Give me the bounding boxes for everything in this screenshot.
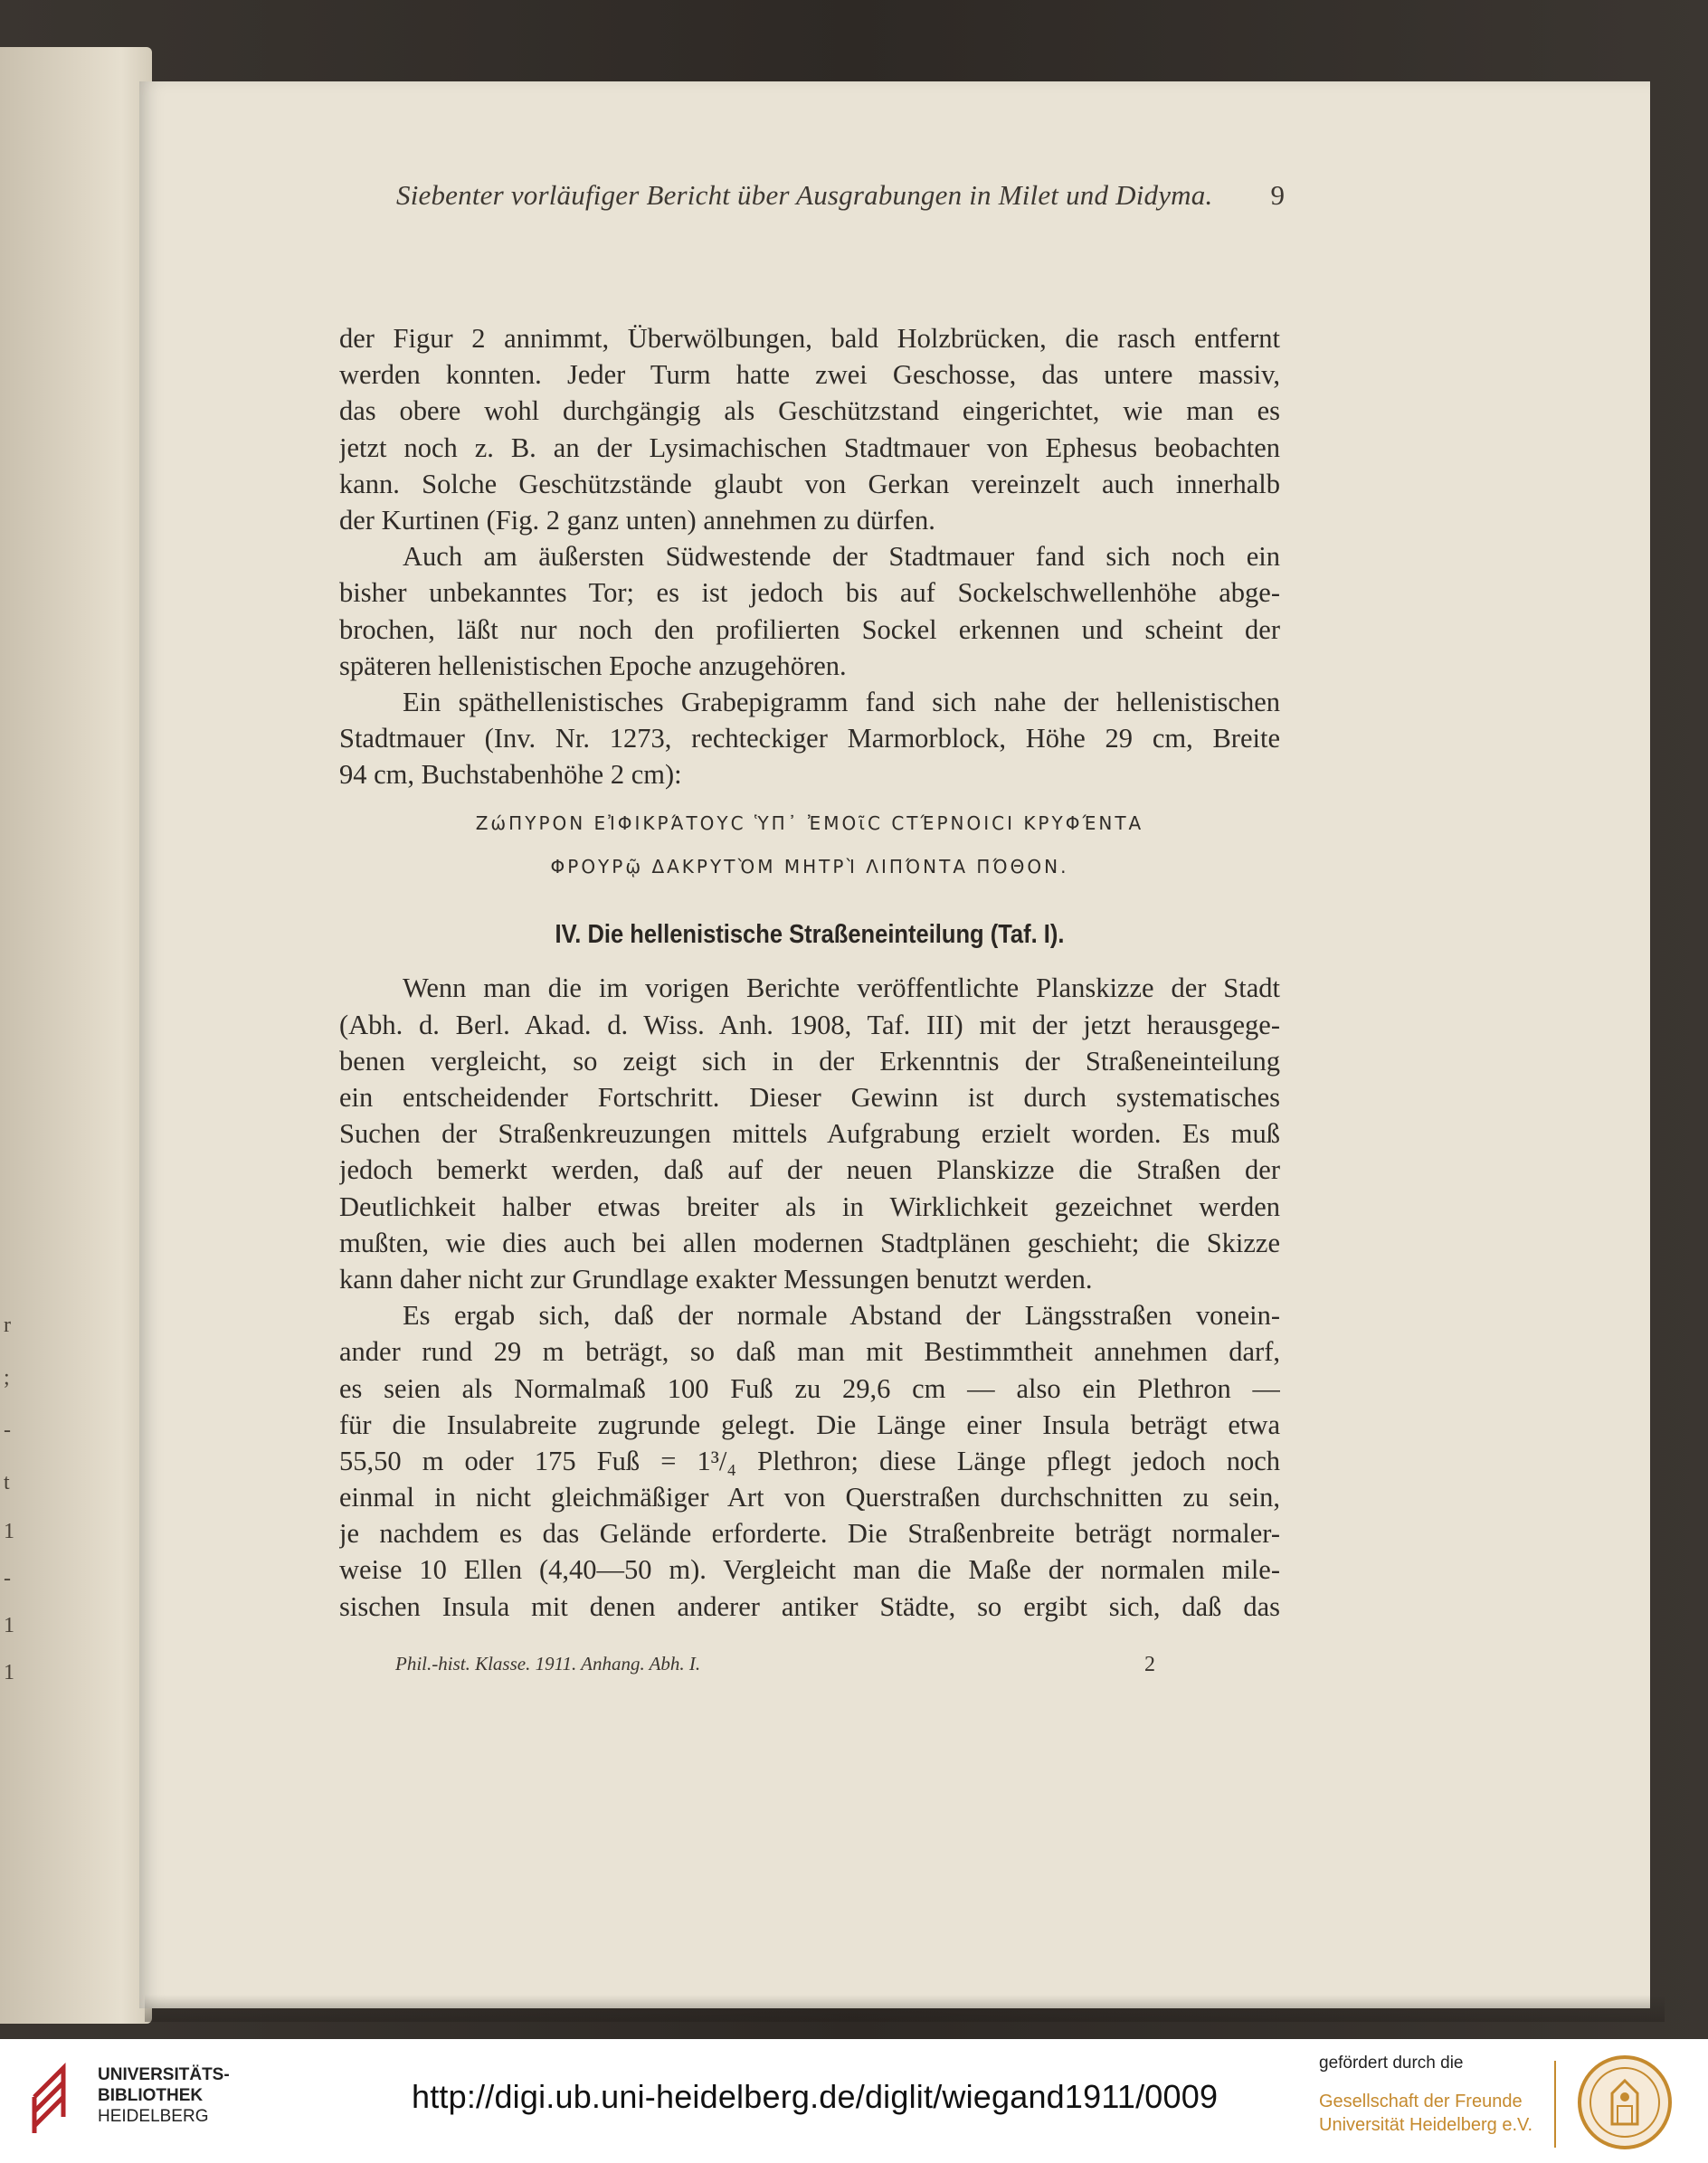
library-name: [98, 2064, 230, 2127]
text-line: jedoch bemerkt werden, daß auf der neuen Planskizze die Straßen der: [339, 1154, 1280, 1186]
text-line: der Figur 2 annimmt, Überwölbungen, bald Holzbrücken, die rasch entfernt: [339, 323, 1280, 354]
body-text: [339, 320, 1280, 1625]
running-header: [380, 179, 1285, 224]
text-line: weise 10 Ellen (4,40—50 m). Vergleicht man die Maße der normalen mile-: [339, 1554, 1280, 1586]
facing-page-mark: 1: [4, 1520, 14, 1543]
text-line: Deutlichkeit halber etwas breiter als in Wirklichkeit gezeichnet werden: [339, 1191, 1280, 1222]
text-line: ein entscheidender Fortschritt. Dieser Gewinn ist durch systematisches: [339, 1082, 1280, 1113]
permalink-url[interactable]: http://digi.ub.uni-heidelberg.de/diglit/wiegand1911/0009: [412, 2078, 1219, 2115]
running-header-title: Siebenter vorläufiger Bericht über Ausgrabungen in Milet und Didyma.: [396, 179, 1213, 211]
inscription-line: ΖώΠΥΡΟΝ ΕἸΦΙΚΡΆΤΟΥϹ ὙΠ᾿ ἘΜΟῖϹ ϹΤΈΡΝΟΙϹΙ ΚΡΥΦΈΝΤΑ: [475, 812, 1144, 835]
text-line: 94 cm, Buchstabenhöhe 2 cm):: [339, 759, 682, 791]
library-name-line: HEIDELBERG: [98, 2107, 209, 2126]
text-line: sischen Insula mit denen anderer antiker Städte, so ergibt sich, daß das: [339, 1590, 1280, 1622]
text-line: brochen, läßt nur noch den profilierten Sockel erkennen und scheint der: [339, 613, 1280, 645]
text-line: der Kurtinen (Fig. 2 ganz unten) annehmen zu dürfen.: [339, 504, 935, 536]
text-line: ander rund 29 m beträgt, so daß man mit Bestimmtheit annehmen darf,: [339, 1336, 1280, 1368]
text-line: späteren hellenistischen Epoche anzugehören.: [339, 650, 847, 681]
facing-page-mark: ;: [4, 1366, 10, 1390]
text-line: je nachdem es das Gelände erforderte. Die Straßenbreite beträgt normaler-: [339, 1518, 1280, 1550]
university-seal-icon: [1576, 2054, 1674, 2151]
sponsor-block: [1319, 2054, 1532, 2137]
page-bottom-shadow: [145, 1995, 1665, 2022]
footer-signature: 2: [1144, 1653, 1155, 1676]
text-line: mußten, wie dies auch bei allen modernen Stadtplänen geschieht; die Skizze: [339, 1227, 1280, 1258]
facing-page-edge: [0, 47, 152, 2024]
inscription-line: ΦΡΟΥΡῷ ΔΑΚΡΥΤῸΜ ΜΗΤΡῚ ΛΙΠΌΝΤΑ ΠΌΘΟΝ.: [550, 856, 1069, 878]
text-line: Wenn man die im vorigen Berichte veröffentlichte Planskizze der Stadt: [403, 972, 1280, 1004]
text-line: das obere wohl durchgängig als Geschützstand eingerichtet, wie man es: [339, 395, 1280, 427]
text-line: (Abh. d. Berl. Akad. d. Wiss. Anh. 1908, Taf. III) mit der jetzt herausgege-: [339, 1009, 1280, 1040]
text-line: jetzt noch z. B. an der Lysimachischen Stadtmauer von Ephesus beobachten: [339, 432, 1280, 463]
text-line: einmal in nicht gleichmäßiger Art von Querstraßen durchschnitten zu sein,: [339, 1482, 1280, 1513]
facing-page-mark: -: [4, 1418, 11, 1442]
facing-page-mark: r: [4, 1314, 11, 1337]
sponsor-prefix: gefördert durch die: [1319, 2054, 1464, 2073]
text-line: es seien als Normalmaß 100 Fuß zu 29,6 cm — also ein Plethron —: [339, 1372, 1280, 1404]
library-name-line: UNIVERSITÄTS-: [98, 2065, 230, 2084]
text-line: kann daher nicht zur Grundlage exakter Messungen benutzt werden.: [339, 1263, 1093, 1295]
text-line: kann. Solche Geschützstände glaubt von Gerkan vereinzelt auch innerhalb: [339, 468, 1280, 499]
text-line: bisher unbekanntes Tor; es ist jedoch bis auf Sockelschwellenhöhe abge-: [339, 577, 1280, 609]
text-line: Stadtmauer (Inv. Nr. 1273, rechteckiger Marmorblock, Höhe 29 cm, Breite: [339, 723, 1280, 754]
text-line: werden konnten. Jeder Turm hatte zwei Geschosse, das untere massiv,: [339, 359, 1280, 391]
sponsor-divider: [1554, 2061, 1556, 2148]
text-line: Es ergab sich, daß der normale Abstand der Längsstraßen vonein-: [403, 1300, 1280, 1332]
page-number: 9: [1270, 179, 1285, 211]
library-logo-icon[interactable]: [27, 2061, 90, 2140]
text-line: 55,50 m oder 175 Fuß = 1³/₄ Plethron; diese Länge pflegt jedoch noch: [339, 1445, 1280, 1476]
text-line: für die Insulabreite zugrunde gelegt. Die Länge einer Insula beträgt etwa: [339, 1409, 1280, 1440]
text-line: Suchen der Straßenkreuzungen mittels Aufgrabung erzielt worden. Es muß: [339, 1118, 1280, 1150]
sponsor-name-line: Gesellschaft der Freunde: [1319, 2092, 1523, 2111]
text-line: Auch am äußersten Südwestende der Stadtmauer fand sich noch ein: [403, 541, 1280, 573]
text-line: benen vergleicht, so zeigt sich in der Erkenntnis der Straßeneinteilung: [339, 1045, 1280, 1077]
digitization-banner: [0, 2039, 1708, 2163]
section-heading: IV. Die hellenistische Straßeneinteilung (Taf. I).: [555, 920, 1065, 950]
text-line: Ein späthellenistisches Grabepigramm fand sich nahe der hellenistischen: [403, 686, 1280, 717]
facing-page-mark: 1: [4, 1661, 14, 1684]
sponsor-name[interactable]: [1319, 2090, 1532, 2137]
page-footer: [395, 1653, 1155, 1689]
facing-page-mark: 1: [4, 1614, 14, 1637]
facing-page-mark: t: [4, 1471, 10, 1494]
library-name-line: BIBLIOTHEK: [98, 2086, 204, 2105]
facing-page-mark: -: [4, 1567, 11, 1590]
footer-series: Phil.-hist. Klasse. 1911. Anhang. Abh. I.: [395, 1653, 701, 1674]
sponsor-name-line: Universität Heidelberg e.V.: [1319, 2115, 1533, 2135]
facing-page-marks: [4, 1314, 22, 1766]
